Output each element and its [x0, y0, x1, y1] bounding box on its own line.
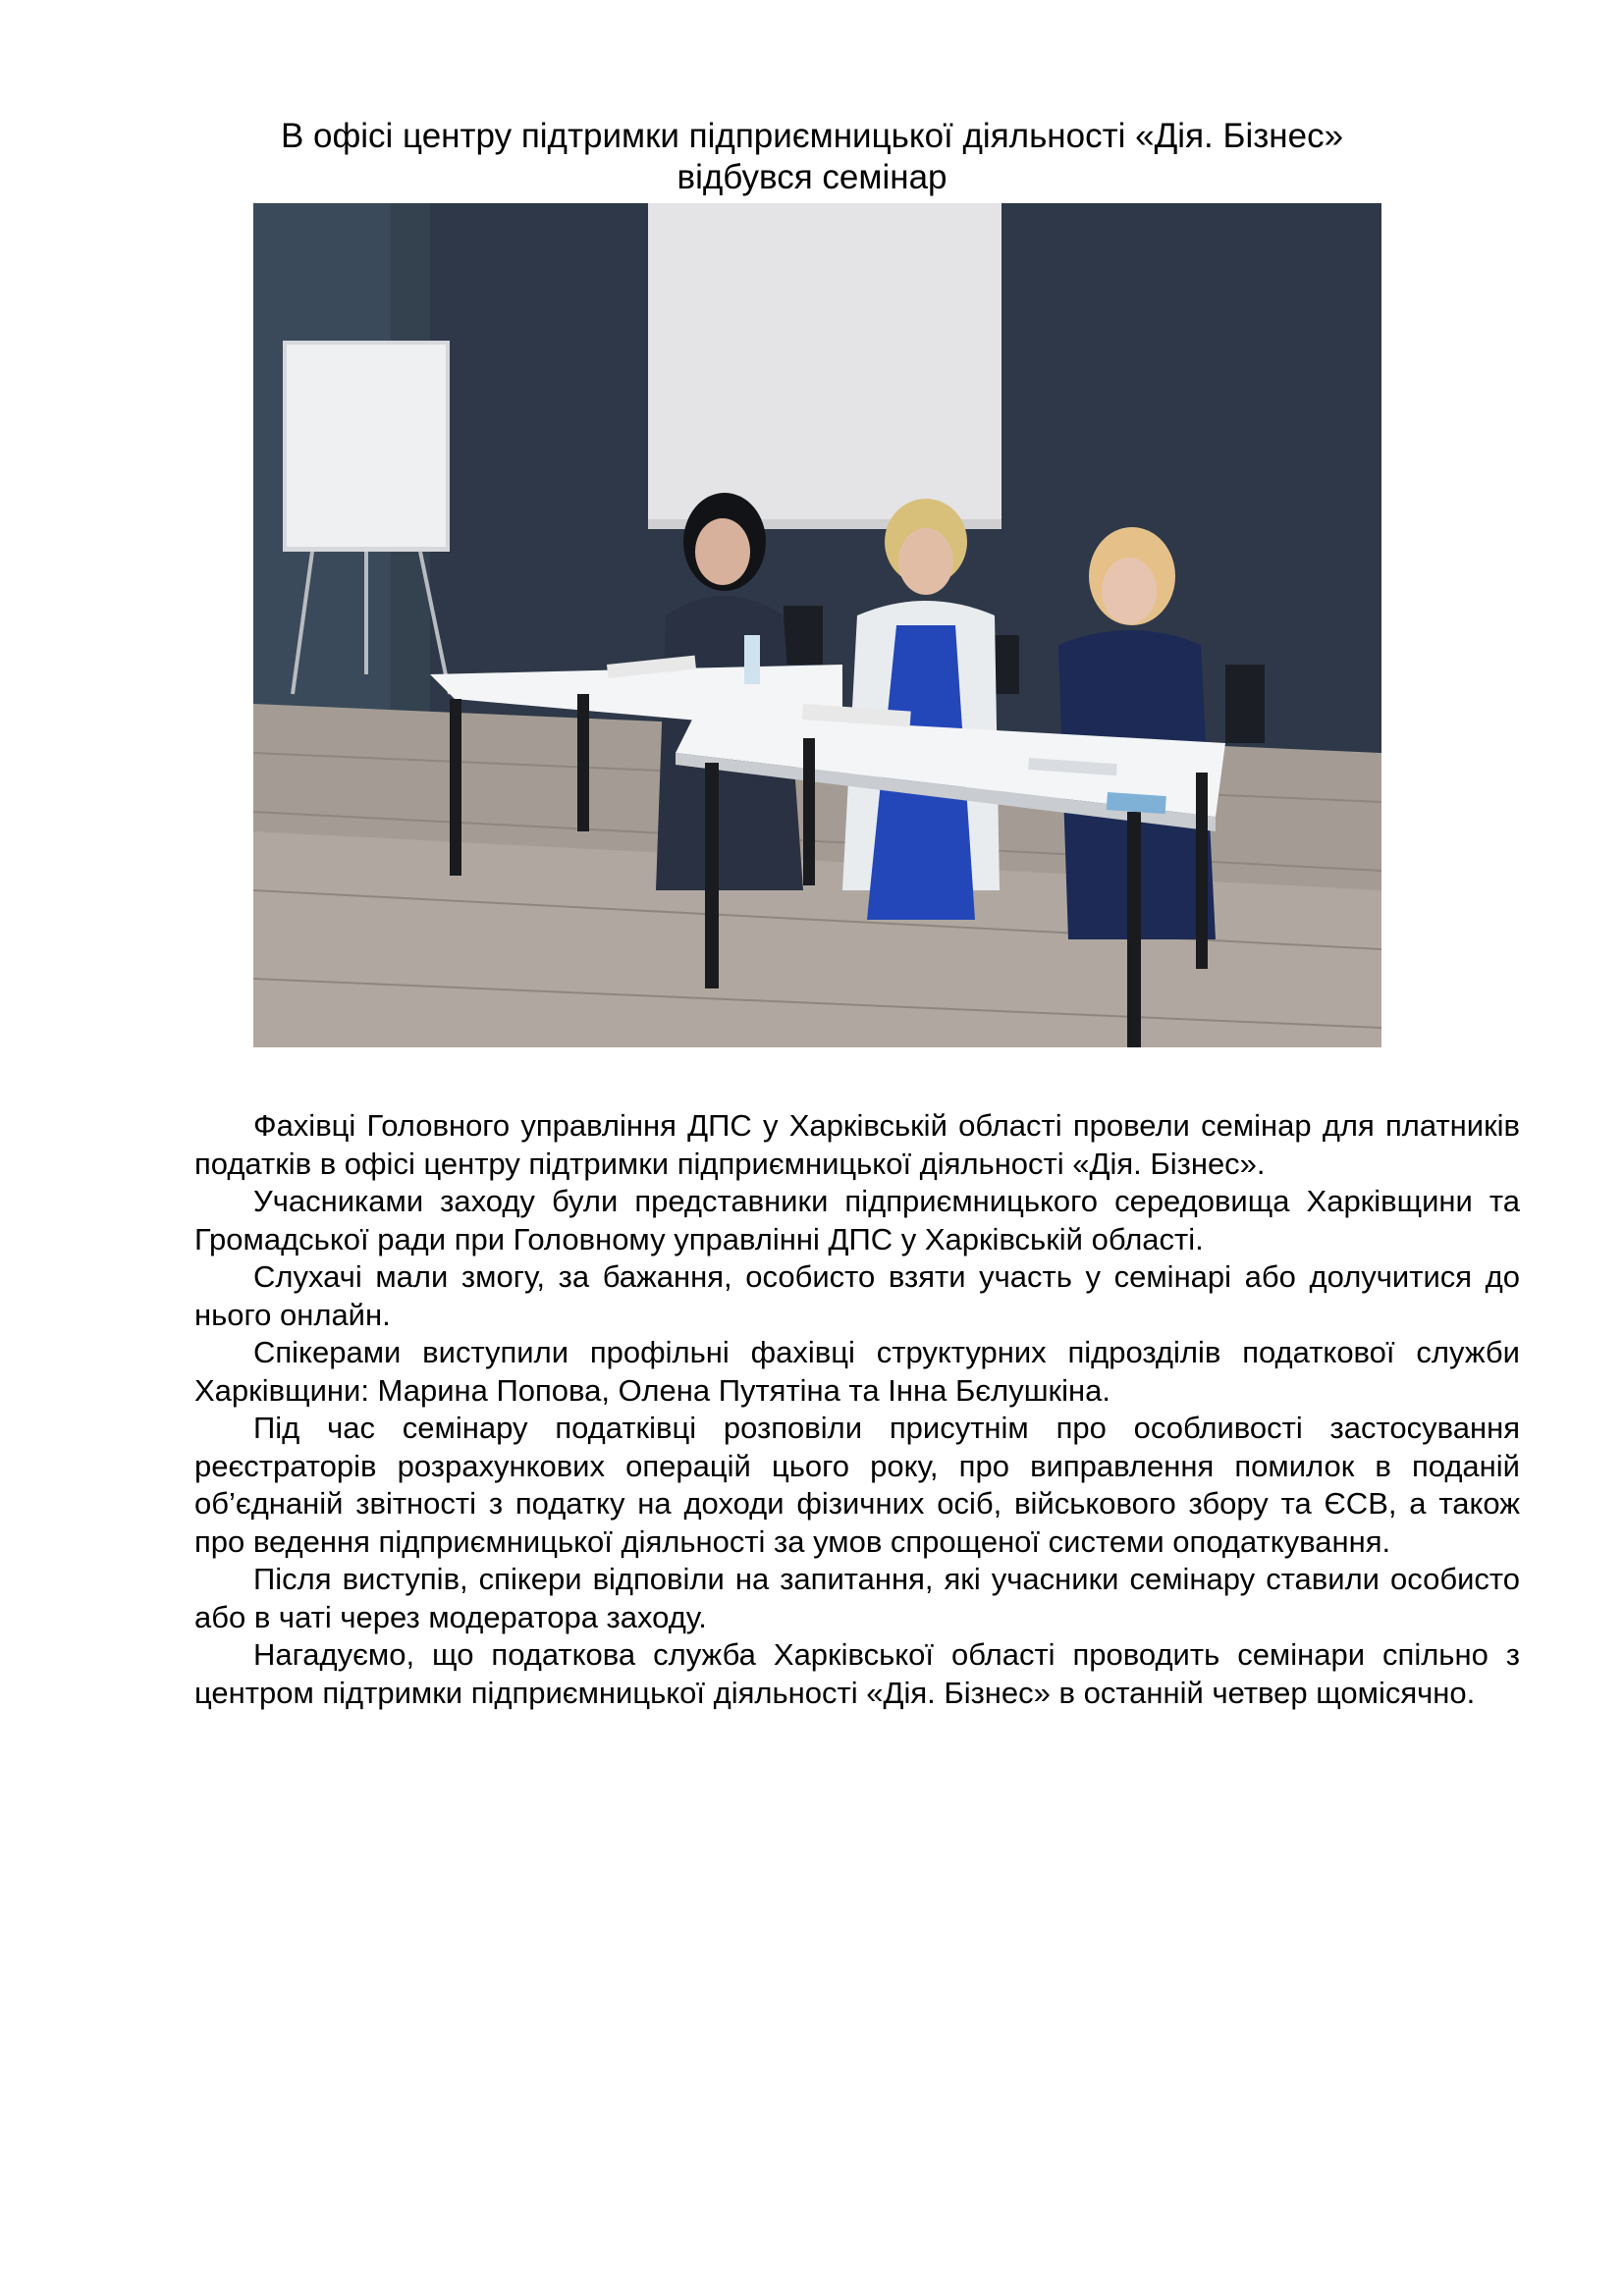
paragraph-2: Учасниками заходу були представники підприємницького середовища Харківщини та Громадської ради при Головному управлінні ДПС у Харківській області.	[194, 1184, 1520, 1256]
title-line-2: відбувся семінар	[677, 158, 947, 196]
page-title	[196, 116, 1428, 198]
title-line-1: В офісі центру підтримки підприємницької діяльності «Дія. Бізнес»	[280, 117, 1344, 155]
photo-seminar-icon	[253, 203, 1381, 1047]
seminar-photo	[253, 203, 1381, 1047]
article-body	[194, 1107, 1520, 1712]
paragraph-6: Після виступів, спікери відповіли на запитання, які учасники семінару ставили особисто або в чаті через модератора заходу.	[194, 1562, 1520, 1634]
paragraph-5: Під час семінару податківці розповіли присутнім про особливості застосування реєстраторів розрахункових операцій цього року, про виправлення помилок в поданій об’єднаній звітності з податку на доходи фізичних осіб, військового збору та ЄСВ, а також про ведення підприємницької діяльності за умов спрощеної системи оподаткування.	[194, 1411, 1520, 1559]
paragraph-4: Спікерами виступили профільні фахівці структурних підрозділів податкової служби Харківщини: Марина Попова, Олена Путятіна та Інна Бєлушкіна.	[194, 1335, 1520, 1408]
paragraph-7: Нагадуємо, що податкова служба Харківської області проводить семінари спільно з центром підтримки підприємницької діяльності «Дія. Бізнес» в останній четвер щомісячно.	[194, 1637, 1520, 1710]
paragraph-3: Слухачі мали змогу, за бажання, особисто взяти участь у семінарі або долучитися до нього онлайн.	[194, 1259, 1520, 1332]
paragraph-1: Фахівці Головного управління ДПС у Харківській області провели семінар для платників податків в офісі центру підтримки підприємницької діяльності «Дія. Бізнес».	[194, 1108, 1520, 1181]
